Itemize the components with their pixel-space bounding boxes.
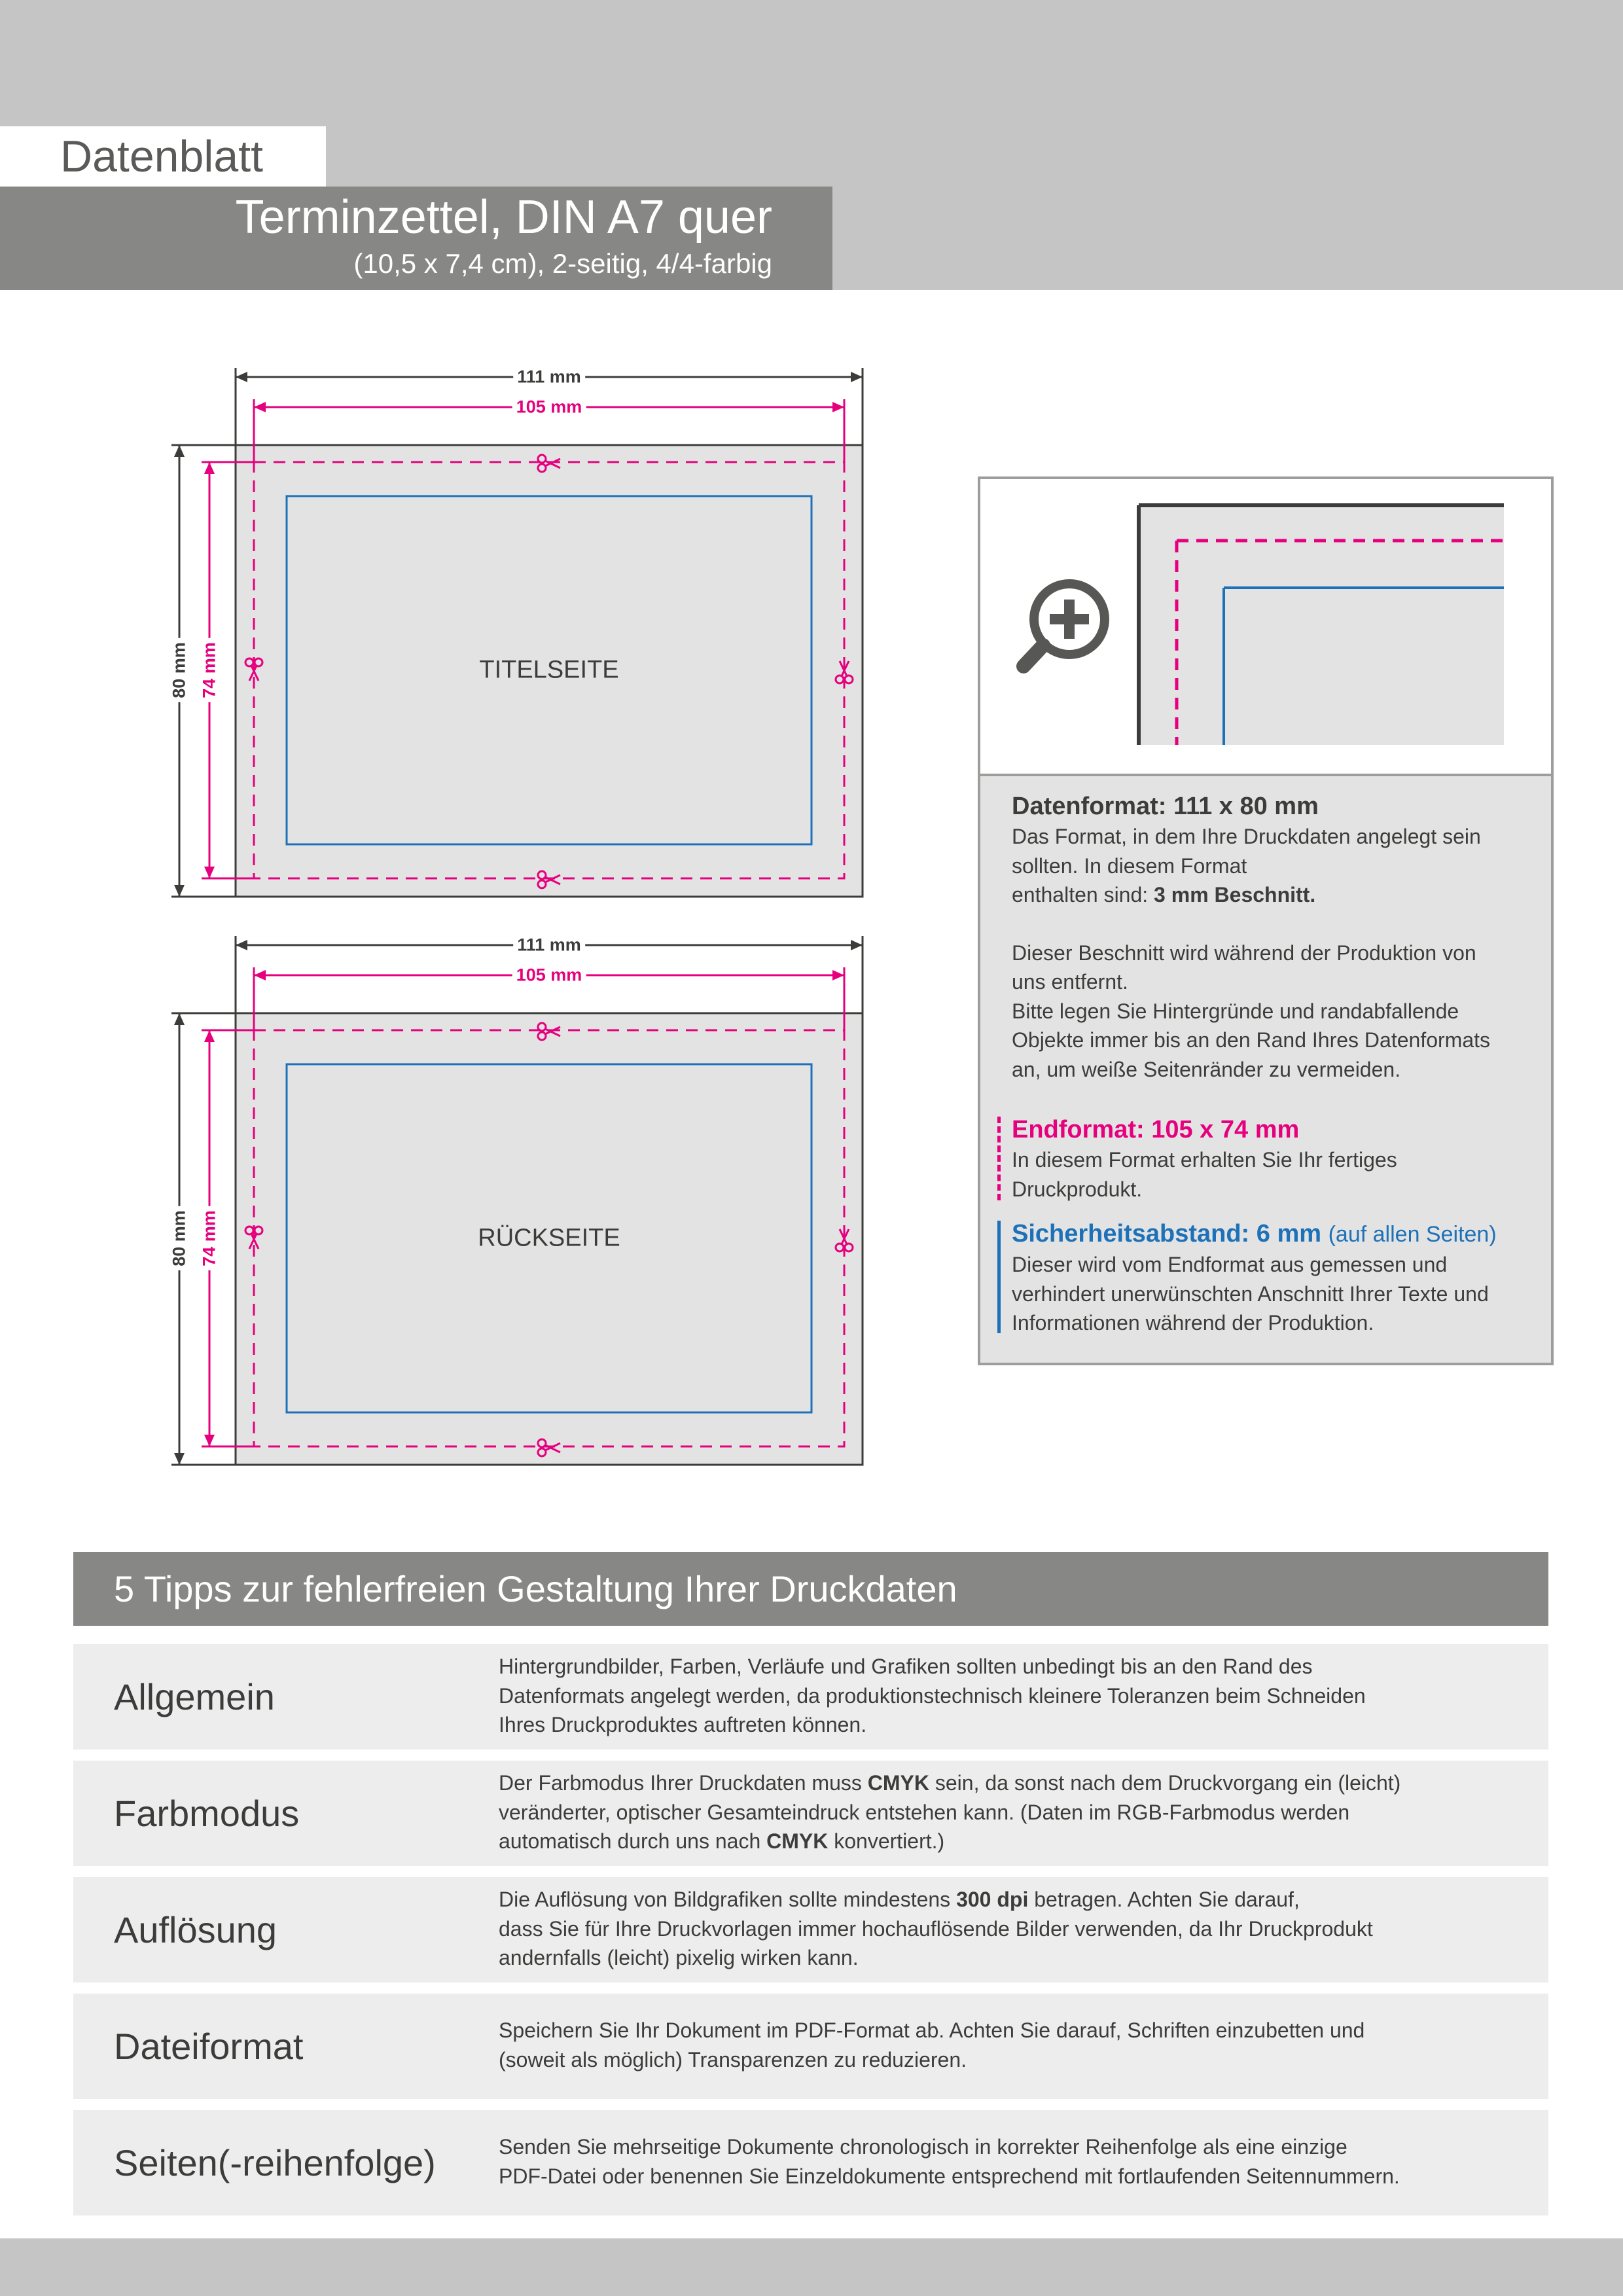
safety-marker <box>997 1221 1001 1333</box>
tip-line: dass Sie für Ihre Druckvorlagen immer hochauflösende Bilder verwenden, da Ihr Druckprodukt <box>499 1916 1373 1941</box>
tip-text-part: betragen. Achten Sie darauf, <box>1028 1888 1300 1911</box>
tips-heading: 5 Tipps zur fehlerfreien Gestaltung Ihrer Druckdaten <box>73 1552 1548 1626</box>
width-final-label: 105 mm <box>512 965 586 986</box>
back-side-diagram <box>0 922 916 1491</box>
tip-text-part: automatisch durch uns nach <box>499 1829 767 1853</box>
tip-label: Dateiformat <box>114 2026 304 2067</box>
height-final-label: 74 mm <box>200 1206 220 1270</box>
tip-line: Ihres Druckproduktes auftreten können. <box>499 1713 867 1736</box>
tip-text <box>499 1885 1520 1973</box>
tip-line: Speichern Sie Ihr Dokument im PDF-Format ab. Achten Sie darauf, Schriften einzubetten und <box>499 2018 1365 2042</box>
footer-band <box>0 2238 1623 2296</box>
page-title: Terminzettel, DIN A7 quer <box>235 191 772 243</box>
sicherheit-line: Informationen während der Produktion. <box>1012 1311 1374 1335</box>
trim-marker <box>997 1117 1001 1200</box>
datenformat-heading: Datenformat: 111 x 80 mm <box>1012 793 1319 820</box>
tip-row-aufloesung <box>73 1877 1548 1982</box>
tip-line <box>499 1827 1520 1856</box>
datenformat-line: Das Format, in dem Ihre Druckdaten angelegt sein <box>1012 825 1481 848</box>
tip-text-part: konvertiert.) <box>828 1829 945 1853</box>
tip-emphasis: CMYK <box>766 1829 829 1853</box>
zoom-in-icon <box>1024 584 1105 666</box>
tip-text <box>499 2132 1520 2191</box>
tip-emphasis: 300 dpi <box>956 1888 1029 1911</box>
sicherheit-line: verhindert unerwünschten Anschnitt Ihrer Texte und <box>1012 1282 1489 1306</box>
tip-row-dateiformat <box>73 1994 1548 2099</box>
tip-line: Datenformats angelegt werden, da produktionstechnisch kleinere Toleranzen beim Schneiden <box>499 1683 1366 1708</box>
bleed-note-line: an, um weiße Seitenränder zu vermeiden. <box>1012 1057 1401 1081</box>
sicherheit-line: Dieser wird vom Endformat aus gemessen und <box>1012 1253 1448 1276</box>
zoom-detail-panel <box>980 479 1551 776</box>
document-type-label: Datenblatt <box>0 126 326 187</box>
datenformat-line-prefix: enthalten sind: <box>1012 883 1154 906</box>
front-side-diagram <box>0 353 916 923</box>
height-outer-label: 80 mm <box>169 1206 190 1270</box>
tip-line: (soweit als möglich) Transparenzen zu reduzieren. <box>499 2047 967 2072</box>
tip-row-seiten <box>73 2110 1548 2215</box>
tip-text-part: Der Farbmodus Ihrer Druckdaten muss <box>499 1771 868 1795</box>
tip-row-allgemein <box>73 1644 1548 1749</box>
endformat-heading: Endformat: 105 x 74 mm <box>1012 1116 1300 1143</box>
tip-text <box>499 2016 1520 2074</box>
tip-text <box>499 1652 1520 1740</box>
datenformat-line <box>1012 880 1535 910</box>
tip-line: veränderter, optischer Gesamteindruck entstehen kann. (Daten im RGB-Farbmodus werden <box>499 1800 1350 1824</box>
format-info-box <box>978 476 1554 1365</box>
width-outer-label: 111 mm <box>513 367 585 387</box>
title-block <box>0 187 832 290</box>
tip-label: Seiten(-reihenfolge) <box>114 2142 436 2183</box>
tip-line: Senden Sie mehrseitige Dokumente chronologisch in korrekter Reihenfolge als eine einzige <box>499 2135 1347 2159</box>
tip-label: Farbmodus <box>114 1793 300 1834</box>
width-outer-label: 111 mm <box>513 935 585 956</box>
height-final-label: 74 mm <box>200 638 220 702</box>
back-side-drawing <box>0 922 916 1491</box>
tip-row-farbmodus <box>73 1761 1548 1866</box>
tip-line <box>499 1885 1520 1914</box>
bleed-note-line: Bitte legen Sie Hintergründe und randabfallende <box>1012 999 1459 1023</box>
sicherheit-section <box>1012 1218 1535 1338</box>
tip-line <box>499 1768 1520 1798</box>
endformat-section <box>1012 1114 1535 1204</box>
back-side-label: RÜCKSEITE <box>478 1224 620 1252</box>
zoom-detail-drawing <box>980 479 1551 776</box>
datenformat-line: sollten. In diesem Format <box>1012 853 1247 878</box>
width-final-label: 105 mm <box>512 397 586 418</box>
page-subtitle: (10,5 x 7,4 cm), 2-seitig, 4/4-farbig <box>353 248 772 279</box>
bleed-note-line: Dieser Beschnitt wird während der Produktion von <box>1012 941 1476 965</box>
bleed-note-line: uns entfernt. <box>1012 970 1128 994</box>
bleed-amount: 3 mm Beschnitt. <box>1154 883 1316 906</box>
sicherheit-title: Sicherheitsabstand: 6 mm <box>1012 1220 1322 1247</box>
tip-line: andernfalls (leicht) pixelig wirken kann. <box>499 1946 859 1969</box>
tip-label: Allgemein <box>114 1676 275 1717</box>
tip-text-part: sein, da sonst nach dem Druckvorgang ein (leicht) <box>929 1771 1401 1795</box>
tip-label: Auflösung <box>114 1909 277 1950</box>
front-side-drawing <box>0 353 916 923</box>
endformat-line: In diesem Format erhalten Sie Ihr fertiges <box>1012 1148 1397 1172</box>
bleed-note-line: Objekte immer bis an den Rand Ihres Datenformats <box>1012 1028 1490 1052</box>
height-outer-label: 80 mm <box>169 638 190 702</box>
endformat-line: Druckprodukt. <box>1012 1177 1143 1201</box>
format-info-text <box>1012 791 1535 1338</box>
sicherheit-heading <box>1012 1218 1535 1250</box>
tip-emphasis: CMYK <box>867 1771 929 1795</box>
tip-line: Hintergrundbilder, Farben, Verläufe und Grafiken sollten unbedingt bis an den Rand des <box>499 1655 1313 1678</box>
datenformat-section <box>1012 791 1535 1084</box>
sicherheit-note: (auf allen Seiten) <box>1328 1222 1497 1247</box>
tip-text <box>499 1768 1520 1856</box>
front-side-label: TITELSEITE <box>479 656 619 684</box>
tip-line: PDF-Datei oder benennen Sie Einzeldokumente entsprechend mit fortlaufenden Seitennummern. <box>499 2164 1400 2188</box>
tip-text-part: Die Auflösung von Bildgrafiken sollte mindestens <box>499 1888 957 1911</box>
